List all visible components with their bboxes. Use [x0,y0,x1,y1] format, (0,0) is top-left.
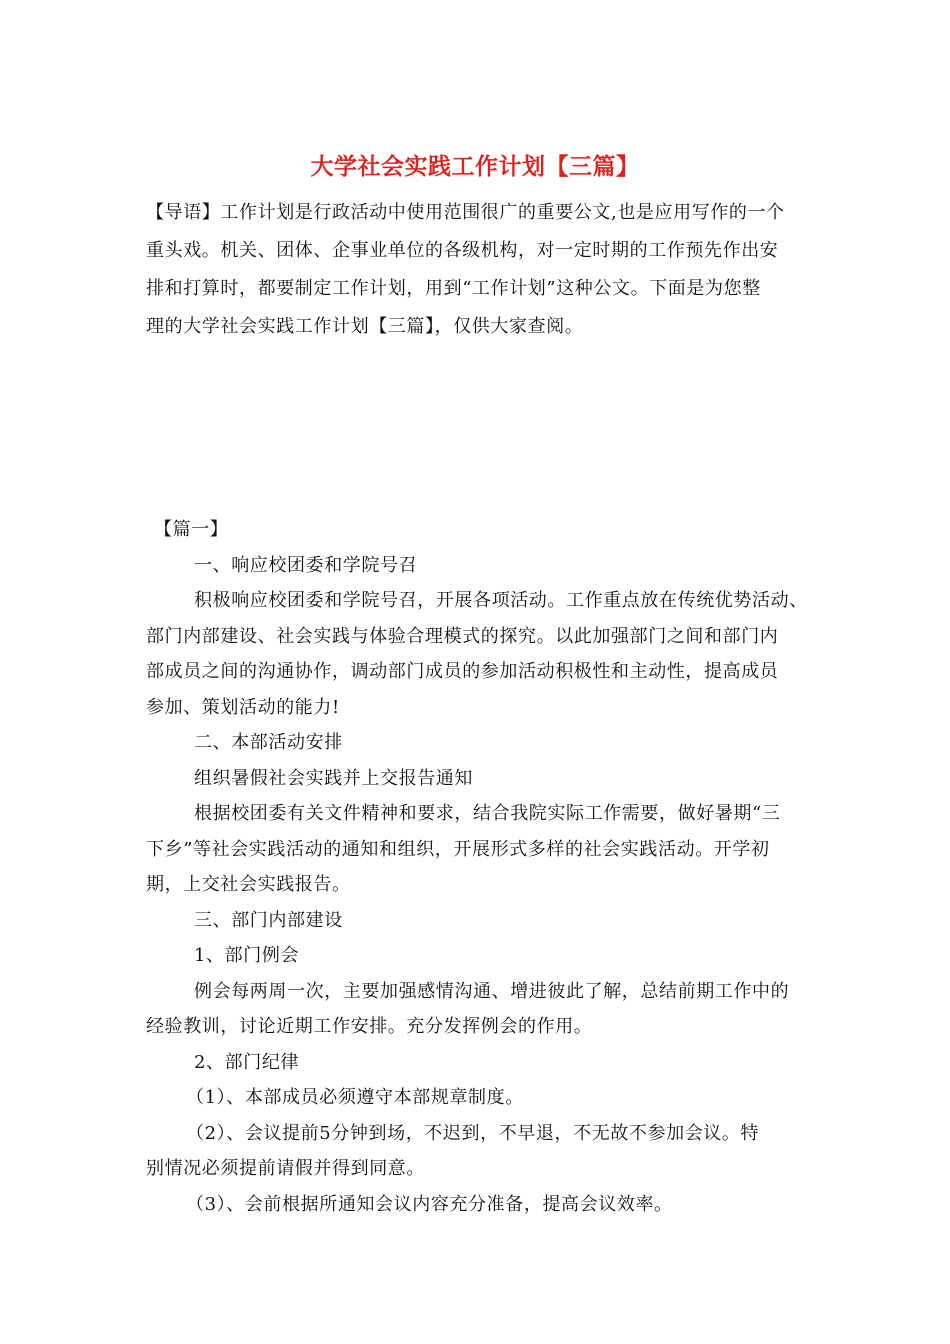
subheading: 1、部门例会 [194,945,300,966]
list-item: （3）、会前根据所通知会议内容充分准备，提高会议效率。 [186,1193,673,1215]
paragraph-line: 例会每两周一次，主要加强感情沟通、增进彼此了解，总结前期工作中的 [194,980,790,1002]
subheading: 2、部门纪律 [194,1051,300,1073]
paragraph-line: 经验教训，讨论近期工作安排。充分发挥例会的作用。 [146,1016,593,1037]
subheading: 二、本部活动安排 [194,732,343,753]
intro-line: 重头戏。机关、团体、企事业单位的各级机构，对一定时期的工作预先作出安 [146,240,779,261]
section-heading: 【篇一】 [154,519,229,540]
paragraph-line: 下乡”等社会实践活动的通知和组织，开展形式多样的社会实践活动。开学初 [146,838,770,860]
paragraph-line: 别情况必须提前请假并得到同意。 [146,1158,425,1179]
intro-line: 排和打算时，都要制定工作计划，用到“工作计划”这种公文。下面是为您整 [146,278,761,299]
subheading: 一、响应校团委和学院号召 [194,554,418,576]
document-body [146,512,826,1222]
paragraph-line: 部门内部建设、社会实践与体验合理模式的探究。以此加强部门之间和部门内 [146,625,779,647]
list-item: （2）、会议提前5分钟到场，不迟到，不早退，不无故不参加会议。特 [186,1122,760,1144]
list-item: （1）、本部成员必须遵守本部规章制度。 [186,1087,524,1108]
paragraph-line: 部成员之间的沟通协作，调动部门成员的参加活动积极性和主动性，提高成员 [146,661,779,682]
document-title: 大学社会实践工作计划【三篇】 [310,153,640,180]
paragraph-line: 参加、策划活动的能力! [146,696,340,718]
intro-paragraph [146,194,816,346]
subheading: 三、部门内部建设 [194,909,343,931]
paragraph-line: 组织暑假社会实践并上交报告通知 [194,767,473,789]
intro-line: 【导语】工作计划是行政活动中使用范围很广的重要公文,也是应用写作的一个 [146,202,785,223]
intro-line: 理的大学社会实践工作计划【三篇】，仅供大家查阅。 [146,316,584,337]
paragraph-line: 积极响应校团委和学院号召，开展各项活动。工作重点放在传统优势活动、 [194,590,808,611]
paragraph-line: 期，上交社会实践报告。 [146,874,351,895]
paragraph-line: 根据校团委有关文件精神和要求，结合我院实际工作需要，做好暑期“三 [194,803,781,824]
